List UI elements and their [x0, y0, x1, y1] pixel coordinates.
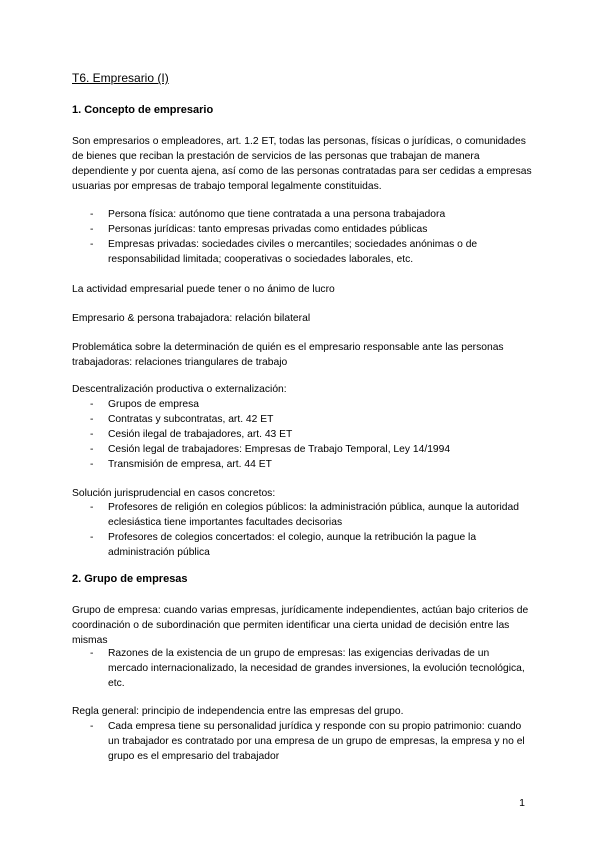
- list-item: - Persona física: autónomo que tiene contratada a una persona trabajadora: [90, 209, 446, 220]
- dash-bullet: -: [90, 648, 94, 659]
- list-item: - Cada empresa tiene su personalidad jurídica y responde con su propio patrimonio: cuando un trabajador es contratado por una empresa de un grupo de empresas, la empresa y no el grupo es el empresario del trabajador: [90, 721, 525, 762]
- list-item: - Contratas y subcontratas, art. 42 ET: [90, 414, 274, 425]
- list-item: - Razones de la existencia de un grupo de empresas: las exigencias derivadas de un mercado internacionalizado, la necesidad de grandes inversiones, la evolución tecnológica, etc.: [90, 648, 525, 689]
- dash-bullet: -: [90, 209, 94, 220]
- solucion-list: [72, 500, 532, 560]
- dash-bullet: -: [90, 444, 94, 455]
- list-item: - Transmisión de empresa, art. 44 ET: [90, 459, 272, 470]
- list-item: - Grupos de empresa: [90, 399, 200, 410]
- list-item: - Profesores de colegios concertados: el colegio, aunque la retribución la pague la administración pública: [90, 532, 477, 558]
- document-title: T6. Empresario (I): [72, 71, 169, 85]
- empresario-types-list: [72, 207, 532, 267]
- problematica-paragraph: Problemática sobre la determinación de quién es el empresario responsable ante las personas trabajadoras: relaciones triangulares de trabajo: [72, 342, 504, 368]
- lucro-paragraph: La actividad empresarial puede tener o no ánimo de lucro: [72, 284, 335, 295]
- dash-bullet: -: [90, 414, 94, 425]
- bilateral-paragraph: Empresario & persona trabajadora: relación bilateral: [72, 313, 311, 324]
- list-item: - Cesión legal de trabajadores: Empresas de Trabajo Temporal, Ley 14/1994: [90, 444, 451, 455]
- grupo-definicion-paragraph: Grupo de empresa: cuando varias empresas, jurídicamente independientes, actúan bajo criterios de coordinación o de subordinación que permiten identificar una cierta unidad de decisión entre las mismas: [72, 605, 529, 646]
- list-item: - Cesión ilegal de trabajadores, art. 43 ET: [90, 429, 293, 440]
- section-1-heading: 1. Concepto de empresario: [72, 104, 214, 116]
- dash-bullet: -: [90, 459, 94, 470]
- dash-bullet: -: [90, 224, 94, 235]
- descentralizacion-paragraph: Descentralización productiva o externalización:: [72, 384, 287, 395]
- list-item: - Profesores de religión en colegios públicos: la administración pública, aunque la autoridad eclesiástica tiene importantes facultades decisorias: [90, 502, 519, 528]
- section-2-heading: 2. Grupo de empresas: [72, 573, 188, 585]
- concepto-paragraph: Son empresarios o empleadores, art. 1.2 ET, todas las personas, físicas o jurídicas, o comunidades de bienes que reciban la prestación de servicios de las personas que trabajan de manera dependiente y por cuenta ajena, así como de las personas contratadas para ser cedidas a empresas usuarias por empresas de trabajo temporal legalmente constituidas.: [72, 136, 532, 192]
- dash-bullet: -: [90, 239, 94, 250]
- regla-list: [72, 719, 532, 764]
- razones-list: [72, 646, 532, 691]
- dash-bullet: -: [90, 502, 94, 513]
- list-item: - Empresas privadas: sociedades civiles o mercantiles; sociedades anónimas o de responsabilidad limitada; cooperativas o sociedades laborales, etc.: [90, 239, 478, 265]
- dash-bullet: -: [90, 429, 94, 440]
- page-number: 1: [519, 797, 525, 809]
- dash-bullet: -: [90, 532, 94, 543]
- regla-general-paragraph: Regla general: principio de independencia entre las empresas del grupo.: [72, 706, 404, 717]
- solucion-paragraph: Solución jurisprudencial en casos concretos:: [72, 488, 276, 499]
- dash-bullet: -: [90, 721, 94, 732]
- dash-bullet: -: [90, 399, 94, 410]
- descentralizacion-list: [72, 397, 532, 472]
- list-item: - Personas jurídicas: tanto empresas privadas como entidades públicas: [90, 224, 428, 235]
